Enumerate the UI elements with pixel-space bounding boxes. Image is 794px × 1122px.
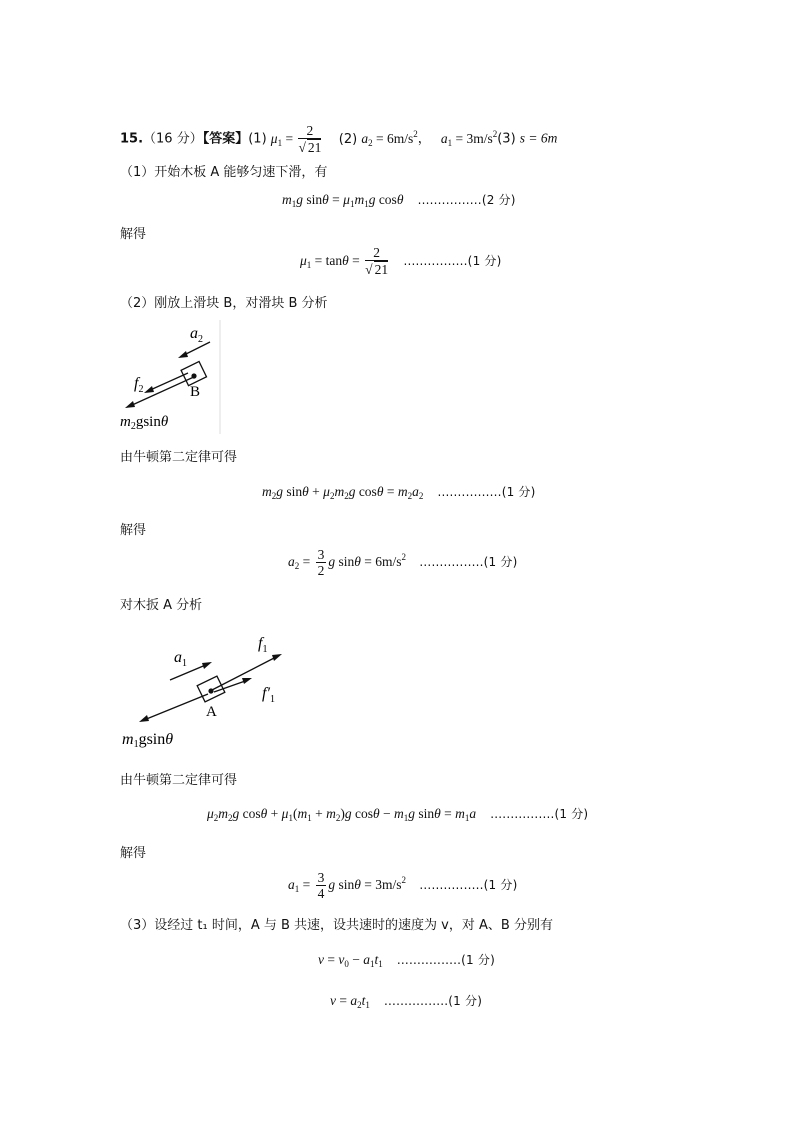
jiede-2: 解得 (120, 523, 147, 538)
friction2-label-a: $f'_1$ (262, 685, 275, 705)
gravity-label-b: $m_2gsin\theta$ (120, 414, 169, 432)
answer-tag: 【答案】 (202, 131, 249, 147)
part1-label: (1) (248, 131, 267, 147)
equation-2: $\mu_1 = \tan\theta$ = $\frac{2}{√ 21}$ ................(1 分) (300, 245, 502, 277)
equation-4-score: ................(1 分) (419, 555, 518, 570)
part2-label: (2) (338, 131, 358, 147)
equation-8: $v = a_2t_1$ ................(1 分) (330, 993, 483, 1010)
s-answer: s = 6m (519, 130, 558, 146)
a1-answer: $a_1 = 3m/s^2$ (440, 128, 498, 148)
part1-intro: （1）开始木板 A 能够匀速下滑，有 (120, 165, 328, 180)
newton-2: 由牛顿第二定律可得 (120, 773, 238, 788)
equation-6: $a_1$ = $\frac{3}{4}$ g $\sin\theta = 3m/s^2$ ................(1 分) (288, 870, 518, 901)
accel-label-a: $a_1$ (174, 649, 187, 669)
accel-label-b: $a_2$ (190, 325, 203, 345)
gravity-arrow-a (144, 694, 208, 720)
accel-arrow-a (170, 664, 208, 680)
equation-5-score: ................(1 分) (490, 807, 589, 821)
mu1-fraction: $\frac{2}{√ 21}$ (298, 123, 322, 155)
equation-2-score: ................(1 分) (403, 253, 502, 268)
equation-3-score: ................(1 分) (437, 485, 536, 499)
equation-7: $v = v_0 - a_1t_1$ ................(1 分) (318, 952, 495, 969)
equation-1: $m_1g$ $\sin\theta = \mu_1m_1g$ cosθ ................(2 分) (282, 192, 516, 209)
question-number: 15. (120, 131, 144, 147)
jiede-3: 解得 (120, 846, 147, 861)
a2-answer: $a_2 = 6m/s^2$ (361, 128, 418, 148)
equation-1-score: ................(2 分) (417, 193, 516, 207)
question-score: （16 分） (143, 131, 203, 147)
friction-label-a: $f_1$ (258, 635, 268, 655)
equation-3: $m_2g$ $\sin\theta + \mu_2m_2g$ $\cos\theta = m_2a_2$ ................(1 分) (262, 484, 536, 501)
part2-intro: （2）刚放上滑块 B，对滑块 B 分析 (120, 296, 328, 311)
part3-label: (3) (497, 131, 516, 147)
board-a-analysis: 对木扳 A 分析 (120, 598, 203, 613)
gravity-label-a: m1gsinθ (122, 731, 174, 750)
equation-4: $a_2$ = $\frac{3}{2}$ g $\sin\theta = 6m/s^2$ ................(1 分) (288, 547, 518, 578)
equation-7-score: ................(1 分) (396, 953, 495, 967)
equation-8-score: ................(1 分) (384, 994, 483, 1008)
friction-label-b: $f_2$ (134, 375, 144, 395)
diagram-block-b (118, 318, 226, 436)
diagram-board-a (118, 628, 318, 752)
answer-header: 15.（16 分）【答案】(1) $\mu_1$ = $\frac{2}{√ 21}$ (2) $a_2 = 6m/s^2$， $a_1 = 3m/s^2(3) s = 6m$ (120, 123, 558, 155)
mu1-answer: $\mu_1$ = $\frac{2}{√ 21}$ (270, 123, 322, 155)
jiede-1: 解得 (120, 227, 147, 242)
block-label-a: A (206, 704, 217, 720)
block-label-b: B (190, 384, 201, 400)
equation-5: $\mu_2m_2g$ $\cos\theta + \mu_1(m_1 + m_2)g$ $\cos\theta - m_1g$ $\sin\theta = m_1a$ ................(1 分) (207, 806, 589, 823)
equation-6-score: ................(1 分) (419, 878, 518, 893)
newton-1: 由牛顿第二定律可得 (120, 450, 238, 465)
part3-intro: （3）设经过 t₁ 时间，A 与 B 共速，设共速时的速度为 v，对 A、B 分别有 (120, 918, 553, 933)
